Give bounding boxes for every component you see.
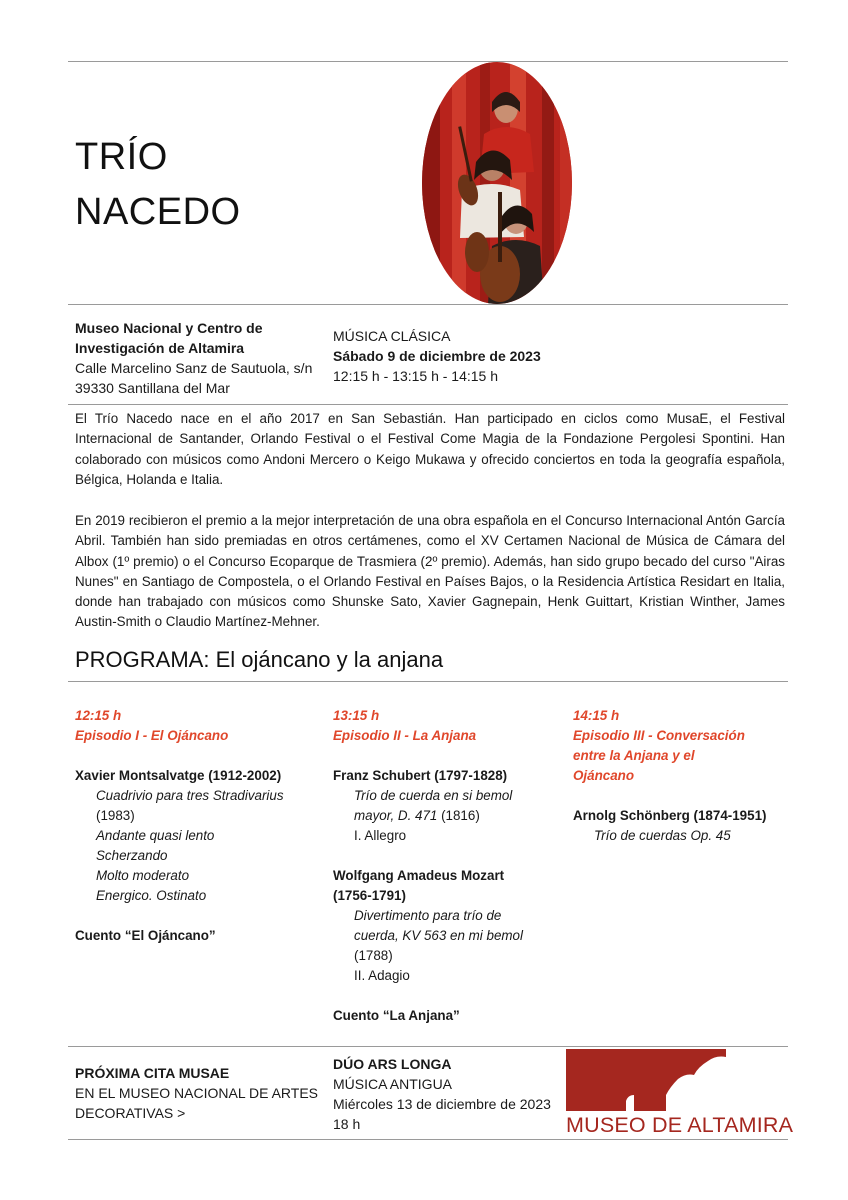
logo-text: MUSEO DE ALTAMIRA (566, 1113, 794, 1137)
page-title (75, 130, 241, 240)
movement-4: Energico. Ostinato (96, 888, 207, 903)
schubert-work-title-b: mayor, D. 471 (354, 808, 438, 823)
movement-1: Andante quasi lento (96, 828, 215, 843)
event-genre: MÚSICA CLÁSICA (333, 328, 451, 344)
schonberg-work: Trío de cuerdas Op. 45 (594, 828, 731, 843)
story-ojancano: Cuento “El Ojáncano” (75, 928, 216, 943)
composer-mozart-b: (1756-1791) (333, 888, 406, 903)
mozart-movement: II. Adagio (354, 968, 410, 983)
schubert-work-title-a: Trío de cuerda en si bemol (354, 788, 513, 803)
title-line-2: NACEDO (75, 191, 241, 233)
title-line-1: TRÍO (75, 136, 168, 178)
schubert-work-year: (1816) (437, 808, 480, 823)
rule-above-footer (68, 1046, 788, 1047)
museo-altamira-logo (566, 1049, 794, 1137)
venue-name-line-1: Museo Nacional y Centro de (75, 320, 263, 336)
composer-montsalvatge: Xavier Montsalvatge (1912-2002) (75, 768, 282, 783)
work-title: Cuadrivio para tres Stradivarius (96, 788, 284, 803)
episode-3-title-c: Ojáncano (573, 768, 635, 783)
schubert-movement: I. Allegro (354, 828, 407, 843)
programa-column-3 (573, 706, 788, 846)
bio-paragraph-2: En 2019 recibieron el premio a la mejor interpretación de una obra española en el Concurso Internacional Antón García Abril. También han sido premiadas en otros certámenes, como el XV Certamen Nacional de Música de Cámara del Albox (1º premio) o el Concurso Ecoparque de Trasmiera (2º premio). Además, han sido grupo becado del curso "Airas Nunes" en Santiago de Compostela, o el Orlando Festival en Países Bajos, o la Residencia Artística Residart en Italia, donde han trabajado con músicos como Shunske Sato, Xavier Gagnepain, Henk Guittart, Kristian Winther, James Austin-Smith o Claudio Martínez-Mehner. (75, 513, 785, 630)
episode-1-time: 12:15 h (75, 708, 122, 723)
episode-3-title-a: Episodio III - Conversación (573, 728, 745, 743)
work-year: (1983) (96, 808, 135, 823)
next-event-time: 18 h (333, 1116, 361, 1132)
episode-1-title: Episodio I - El Ojáncano (75, 728, 229, 743)
rule-under-programa (68, 681, 788, 682)
composer-schubert: Franz Schubert (1797-1828) (333, 768, 508, 783)
movement-3: Molto moderato (96, 868, 190, 883)
next-event-genre: MÚSICA ANTIGUA (333, 1076, 453, 1092)
episode-3-time: 14:15 h (573, 708, 620, 723)
next-event-link[interactable] (75, 1063, 318, 1123)
top-rule (68, 61, 788, 62)
rule-under-header (68, 304, 788, 305)
episode-3-title-b: entre la Anjana y el (573, 748, 695, 763)
programa-column-2 (333, 706, 558, 1026)
event-date: Sábado 9 de diciembre de 2023 (333, 348, 541, 364)
event-times: 12:15 h - 13:15 h - 14:15 h (333, 368, 499, 384)
bottom-rule (68, 1139, 788, 1140)
mozart-work-title-b: cuerda, KV 563 en mi bemol (354, 928, 523, 943)
movement-2: Scherzando (96, 848, 168, 863)
programa-column-1 (75, 706, 320, 946)
trio-photo (422, 62, 572, 304)
mozart-work-year: (1788) (354, 948, 393, 963)
venue-address-line-2: 39330 Santillana del Mar (75, 380, 230, 396)
venue-block (75, 318, 312, 398)
composer-schonberg: Arnolg Schönberg (1874-1951) (573, 808, 767, 823)
next-event-label: PRÓXIMA CITA MUSAE (75, 1065, 230, 1081)
programa-heading: PROGRAMA: El ojáncano y la anjana (75, 647, 444, 672)
next-event-venue-b[interactable]: DECORATIVAS > (75, 1105, 186, 1121)
mozart-work-title-a: Divertimento para trío de (354, 908, 502, 923)
schubert-work-line-b (333, 806, 558, 826)
venue-name-line-2: Investigación de Altamira (75, 340, 245, 356)
episode-2-title: Episodio II - La Anjana (333, 728, 477, 743)
rule-under-venue (68, 404, 788, 405)
story-anjana: Cuento “La Anjana” (333, 1008, 460, 1023)
trio-photo-illustration (422, 62, 572, 304)
next-event-name: DÚO ARS LONGA (333, 1056, 452, 1072)
next-event-details (333, 1054, 551, 1134)
event-info-block (333, 326, 541, 386)
venue-address-line-1: Calle Marcelino Sanz de Sautuola, s/n (75, 360, 313, 376)
episode-2-time: 13:15 h (333, 708, 380, 723)
next-event-date: Miércoles 13 de diciembre de 2023 (333, 1096, 551, 1112)
composer-mozart-a: Wolfgang Amadeus Mozart (333, 868, 505, 883)
bio-paragraph-1: El Trío Nacedo nace en el año 2017 en San Sebastián. Han participado en ciclos como MusaE, el Festival Internacional de Santander, Orlando Festival o el Festival Come Magia de la Fondazione Pergolesi Spontini. Han colaborado con músicos como Andoni Mercero o Keigo Mukawa y ofrecido conciertos en toda la geografía española, Bélgica, Holanda e Italia. (75, 411, 785, 487)
next-event-venue-a: EN EL MUSEO NACIONAL DE ARTES (75, 1085, 318, 1101)
bison-icon (566, 1049, 788, 1111)
